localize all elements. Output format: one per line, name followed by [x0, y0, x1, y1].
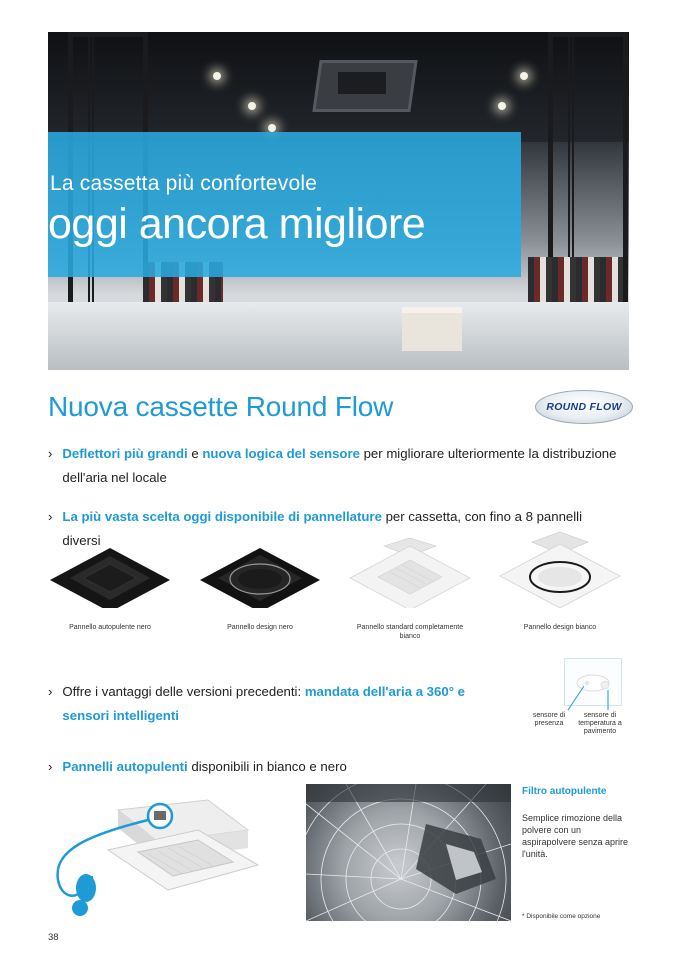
- chevron-right-icon: ›: [48, 509, 53, 524]
- bullet-text: [62, 442, 622, 490]
- text: per cassetta, con fino a 8 pannelli diversi: [62, 509, 583, 548]
- panel-autocleaning-black: [48, 538, 172, 608]
- self-cleaning-filter-image: [306, 784, 511, 921]
- logo-text: ROUND FLOW: [546, 401, 622, 413]
- chevron-right-icon: ›: [48, 759, 53, 774]
- panel-caption: Pannello design bianco: [523, 624, 597, 631]
- filter-description: Semplice rimozione della polvere con un aspirapolvere senza aprire l'unità.: [522, 813, 629, 859]
- panel-gallery: [48, 538, 628, 643]
- bullet-previous-advantages: [48, 680, 518, 728]
- filter-title: Filtro autopulente: [522, 786, 607, 797]
- highlight: nuova logica del sensore: [202, 446, 360, 461]
- text: disponibili in bianco e nero: [187, 759, 347, 774]
- bullet-text: [62, 680, 512, 728]
- sensor-leader-lines: [540, 676, 620, 716]
- section-title: Nuova cassette Round Flow: [48, 391, 394, 422]
- hero-title: oggi ancora migliore: [48, 200, 426, 248]
- panel-design-black: [198, 538, 322, 608]
- hero-text-layer: [48, 32, 629, 370]
- hero-subtitle: La cassetta più confortevole: [50, 172, 318, 195]
- highlight: mandata dell'aria a 360° e sensori intelligenti: [62, 684, 465, 723]
- highlight: Deflettori più grandi: [62, 446, 188, 461]
- panel-standard-white: [348, 532, 472, 608]
- text: per migliorare ulteriormente la distribuzione dell'aria nel locale: [62, 446, 617, 485]
- panel-design-white: [498, 528, 622, 608]
- panel-caption: Pannello autopulente nero: [69, 624, 151, 631]
- bullet-text: [62, 755, 512, 779]
- panel-caption: Pannello design nero: [227, 624, 293, 631]
- page-number: 38: [48, 932, 59, 943]
- highlight: Pannelli autopulenti: [62, 759, 188, 774]
- bullet-self-cleaning-panels: [48, 755, 518, 779]
- highlight: La più vasta scelta oggi disponibile di pannellature: [62, 509, 382, 524]
- bullet-larger-deflectors: [48, 442, 628, 490]
- sensor-floor-temp-label: sensore di temperatura a pavimento: [578, 712, 622, 735]
- panel-caption: Pannello standard completamente bianco: [356, 624, 464, 640]
- round-flow-logo: [535, 390, 633, 424]
- text: e: [187, 446, 203, 461]
- chevron-right-icon: ›: [48, 446, 53, 461]
- sensor-presence-label: sensore di presenza: [532, 712, 566, 727]
- footnote: * Disponibile come opzione: [522, 913, 601, 920]
- self-cleaning-unit-image: [48, 790, 286, 920]
- text: Offre i vantaggi delle versioni precedenti:: [62, 684, 305, 699]
- chevron-right-icon: ›: [48, 684, 53, 699]
